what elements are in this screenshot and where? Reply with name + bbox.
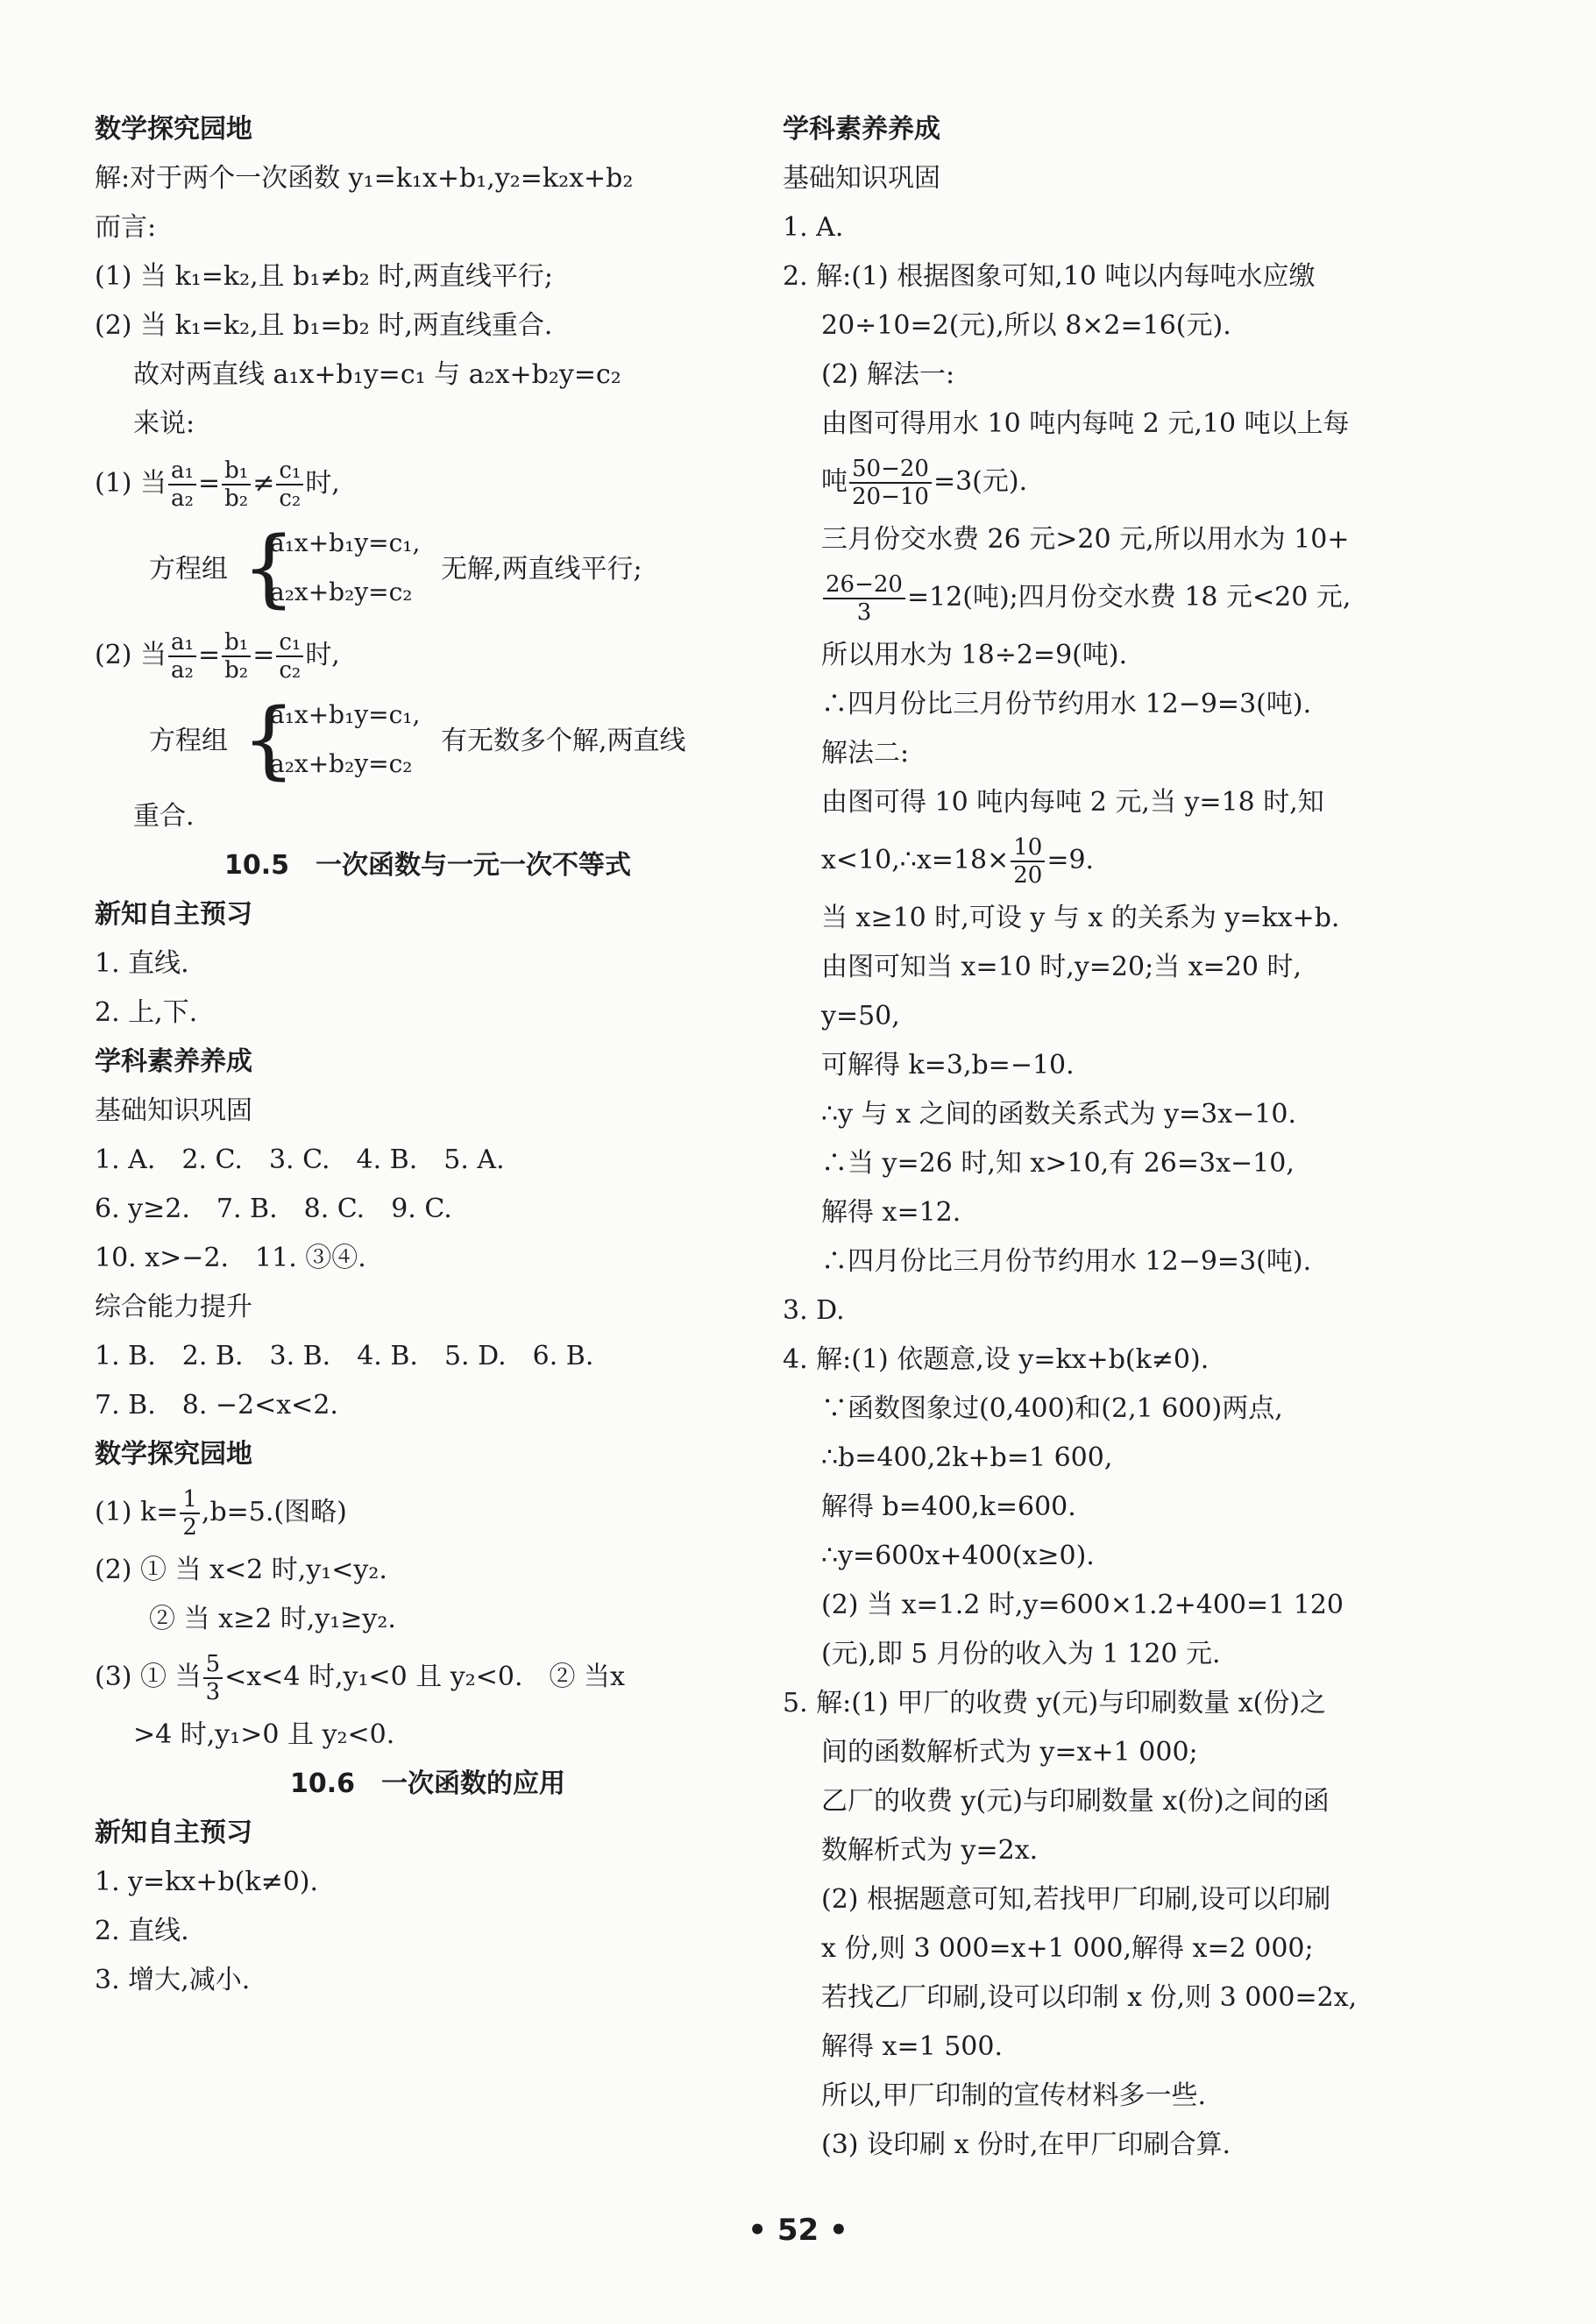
text: =12(吨);四月份交水费 18 元<20 元, [906, 582, 1351, 613]
text-line: 而言: [95, 212, 157, 243]
numerator: 5 [203, 1651, 223, 1679]
section-heading: 学科素养养成 [95, 1046, 252, 1077]
answer-line: 解得 x=12. [821, 1197, 961, 1228]
answer-line: 由图可知当 x=10 时,y=20;当 x=20 时, [821, 952, 1302, 982]
answer-line: 1. A. 2. C. 3. C. 4. B. 5. A. [95, 1144, 505, 1175]
answer-line [95, 1644, 761, 1711]
text-line: 重合. [133, 801, 195, 832]
answer-line: (2) 根据题意可知,若找甲厂印刷,设可以印刷 [821, 1884, 1331, 1915]
answer-line: ∴四月份比三月份节约用水 12−9=3(吨). [821, 1246, 1312, 1277]
page-number: • 52 • [748, 2213, 848, 2248]
section-title: 10.5 一次函数与一元一次不等式 [223, 850, 632, 881]
answer-line: 3. D. [783, 1295, 845, 1326]
equation-system-1 [95, 519, 761, 620]
text: (1) k= [95, 1497, 179, 1527]
denominator: 3 [205, 1679, 221, 1705]
text-line: 解:对于两个一次函数 y₁=k₁x+b₁,y₂=k₂x+b₂ [95, 163, 634, 194]
answer-line: x 份,则 3 000=x+1 000,解得 x=2 000; [821, 1933, 1314, 1964]
text: (1) 当 [95, 468, 167, 499]
text-line: (2) 当 k₁=k₂,且 b₁=b₂ 时,两直线重合. [95, 310, 553, 341]
numerator: c₁ [276, 629, 303, 657]
section-heading: 新知自主预习 [95, 899, 252, 930]
equation: a₂x+b₂y=c₂ [270, 577, 413, 606]
answer-line: (2) 解法一: [821, 359, 955, 390]
answer-line: (元),即 5 月份的收入为 1 120 元. [821, 1639, 1221, 1669]
numerator: a₁ [168, 457, 196, 485]
answer-line [783, 564, 1431, 631]
numerator: 10 [1011, 834, 1045, 862]
denominator: 20 [1013, 862, 1043, 889]
answer-line: ∴当 y=26 时,知 x>10,有 26=3x−10, [821, 1148, 1295, 1179]
text: =3(元). [933, 466, 1028, 497]
numerator: a₁ [168, 629, 196, 657]
answer-line: ∴y=600x+400(x≥0). [821, 1541, 1095, 1571]
answer-line: 2. 直线. [95, 1916, 189, 1946]
answer-line: 1. y=kx+b(k≠0). [95, 1867, 319, 1897]
equals-sign: = [197, 640, 221, 670]
left-brace-icon: { [242, 519, 296, 617]
case-1-line [95, 449, 761, 519]
section-title: 10.6 一次函数的应用 [289, 1768, 566, 1799]
answer-line: 若找乙厂印刷,设可以印制 x 份,则 3 000=2x, [821, 1982, 1358, 2013]
answer-line: 乙厂的收费 y(元)与印刷数量 x(份)之间的函 [821, 1786, 1330, 1817]
equation: a₂x+b₂y=c₂ [270, 749, 413, 778]
answer-line: ∴b=400,2k+b=1 600, [821, 1442, 1113, 1473]
answer-line: 间的函数解析式为 y=x+1 000; [821, 1737, 1198, 1768]
section-heading: 新知自主预习 [95, 1817, 252, 1848]
denominator: b₂ [224, 485, 249, 512]
answer-line: y=50, [821, 1001, 900, 1031]
answer-line: 7. B. 8. −2<x<2. [95, 1390, 338, 1421]
numerator: c₁ [276, 457, 303, 485]
answer-line: 1. 直线. [95, 948, 189, 979]
system-conclusion: 无解,两直线平行; [441, 554, 642, 585]
system-label: 方程组 [149, 726, 228, 756]
answer-line: 10. x>−2. 11. ③④. [95, 1243, 366, 1273]
denominator: a₂ [171, 485, 194, 512]
section-heading: 数学探究园地 [95, 114, 252, 145]
subheading: 基础知识巩固 [95, 1095, 252, 1126]
denominator: b₂ [224, 657, 249, 684]
answer-line: 由图可得 10 吨内每吨 2 元,当 y=18 时,知 [821, 787, 1324, 818]
text: ,b=5.(图略) [201, 1497, 347, 1527]
numerator: b₁ [222, 457, 251, 485]
answer-line: 所以,甲厂印制的宣传材料多一些. [821, 2080, 1207, 2111]
text: (2) 当 [95, 640, 167, 670]
equation: a₁x+b₁y=c₁, [270, 700, 421, 729]
fraction [168, 629, 196, 684]
answer-line: 当 x≥10 时,可设 y 与 x 的关系为 y=kx+b. [821, 903, 1340, 933]
equation: a₁x+b₁y=c₁, [270, 528, 421, 557]
text: 时, [305, 468, 340, 499]
answer-line: 1. B. 2. B. 3. B. 4. B. 5. D. 6. B. [95, 1341, 594, 1371]
text: 吨 [821, 466, 848, 497]
answer-line: 2. 解:(1) 根据图象可知,10 吨以内每吨水应缴 [783, 261, 1316, 292]
fraction [823, 571, 905, 626]
fraction [168, 457, 196, 512]
denominator: 20−10 [852, 484, 929, 510]
text: x<10,∴x=18× [821, 845, 1010, 875]
answer-line [783, 827, 1431, 894]
fraction [1011, 834, 1045, 889]
answer-line: (2) ① 当 x<2 时,y₁<y₂. [95, 1555, 387, 1585]
section-heading: 数学探究园地 [95, 1439, 252, 1470]
fraction [276, 629, 303, 684]
text: (3) ① 当 [95, 1662, 202, 1692]
answer-line [783, 449, 1431, 515]
answer-line: 数解析式为 y=2x. [821, 1835, 1039, 1866]
text-line: 故对两直线 a₁x+b₁y=c₁ 与 a₂x+b₂y=c₂ [133, 359, 621, 390]
section-heading: 学科素养养成 [783, 114, 940, 145]
text-line: (1) 当 k₁=k₂,且 b₁≠b₂ 时,两直线平行; [95, 261, 553, 292]
fraction [203, 1651, 223, 1705]
answer-line: 6. y≥2. 7. B. 8. C. 9. C. [95, 1194, 452, 1224]
fraction [222, 629, 251, 684]
fraction [849, 456, 932, 510]
answer-line: ② 当 x≥2 时,y₁≥y₂. [149, 1604, 396, 1634]
answer-line: (3) 设印刷 x 份时,在甲厂印刷合算. [821, 2129, 1231, 2160]
left-column [95, 105, 761, 2005]
equals-sign: = [197, 468, 221, 499]
not-equal-sign: ≠ [252, 468, 275, 499]
answer-line: 5. 解:(1) 甲厂的收费 y(元)与印刷数量 x(份)之 [783, 1688, 1327, 1718]
answer-line: 三月份交水费 26 元>20 元,所以用水为 10+ [821, 524, 1350, 555]
answer-line: 1. A. [783, 212, 844, 243]
fraction [222, 457, 251, 512]
text-line: 来说: [133, 408, 195, 439]
answer-line: ∴y 与 x 之间的函数关系式为 y=3x−10. [821, 1099, 1297, 1130]
fraction [276, 457, 303, 512]
denominator: c₂ [279, 657, 301, 684]
answer-line: 解法二: [821, 738, 910, 769]
numerator: 50−20 [849, 456, 932, 484]
answer-line: ∵函数图象过(0,400)和(2,1 600)两点, [821, 1393, 1283, 1424]
answer-line: 由图可得用水 10 吨内每吨 2 元,10 吨以上每 [821, 408, 1350, 439]
answer-line: 解得 x=1 500. [821, 2031, 1004, 2062]
equation-system-2 [95, 691, 761, 792]
answer-line: ∴四月份比三月份节约用水 12−9=3(吨). [821, 689, 1312, 719]
numerator: 1 [180, 1486, 200, 1514]
case-2-line [95, 620, 761, 691]
text: 时, [305, 640, 340, 670]
answer-line: 20÷10=2(元),所以 8×2=16(元). [821, 310, 1231, 341]
equals-sign: = [252, 640, 275, 670]
answer-line: 3. 增大,减小. [95, 1965, 251, 1995]
subheading: 综合能力提升 [95, 1292, 252, 1322]
answer-line: 2. 上,下. [95, 997, 198, 1028]
numerator: 26−20 [823, 571, 905, 599]
denominator: c₂ [279, 485, 301, 512]
answer-line: 可解得 k=3,b=−10. [821, 1050, 1075, 1081]
numerator: b₁ [222, 629, 251, 657]
denominator: 2 [182, 1514, 197, 1541]
text: <x<4 时,y₁<0 且 y₂<0. ② 当x [224, 1662, 625, 1692]
system-label: 方程组 [149, 554, 228, 585]
subheading: 基础知识巩固 [783, 163, 940, 194]
answer-line: (2) 当 x=1.2 时,y=600×1.2+400=1 120 [821, 1590, 1344, 1620]
text: =9. [1046, 845, 1095, 875]
left-brace-icon: { [242, 691, 296, 789]
answer-line: 4. 解:(1) 依题意,设 y=kx+b(k≠0). [783, 1344, 1209, 1375]
system-conclusion: 有无数多个解,两直线 [441, 726, 686, 756]
answer-line: >4 时,y₁>0 且 y₂<0. [133, 1719, 395, 1750]
right-column [783, 105, 1431, 2170]
fraction [180, 1486, 200, 1541]
answer-line: 解得 b=400,k=600. [821, 1491, 1076, 1522]
denominator: a₂ [171, 657, 194, 684]
answer-line: 所以用水为 18÷2=9(吨). [821, 640, 1128, 670]
denominator: 3 [856, 599, 872, 626]
answer-line [95, 1479, 761, 1546]
